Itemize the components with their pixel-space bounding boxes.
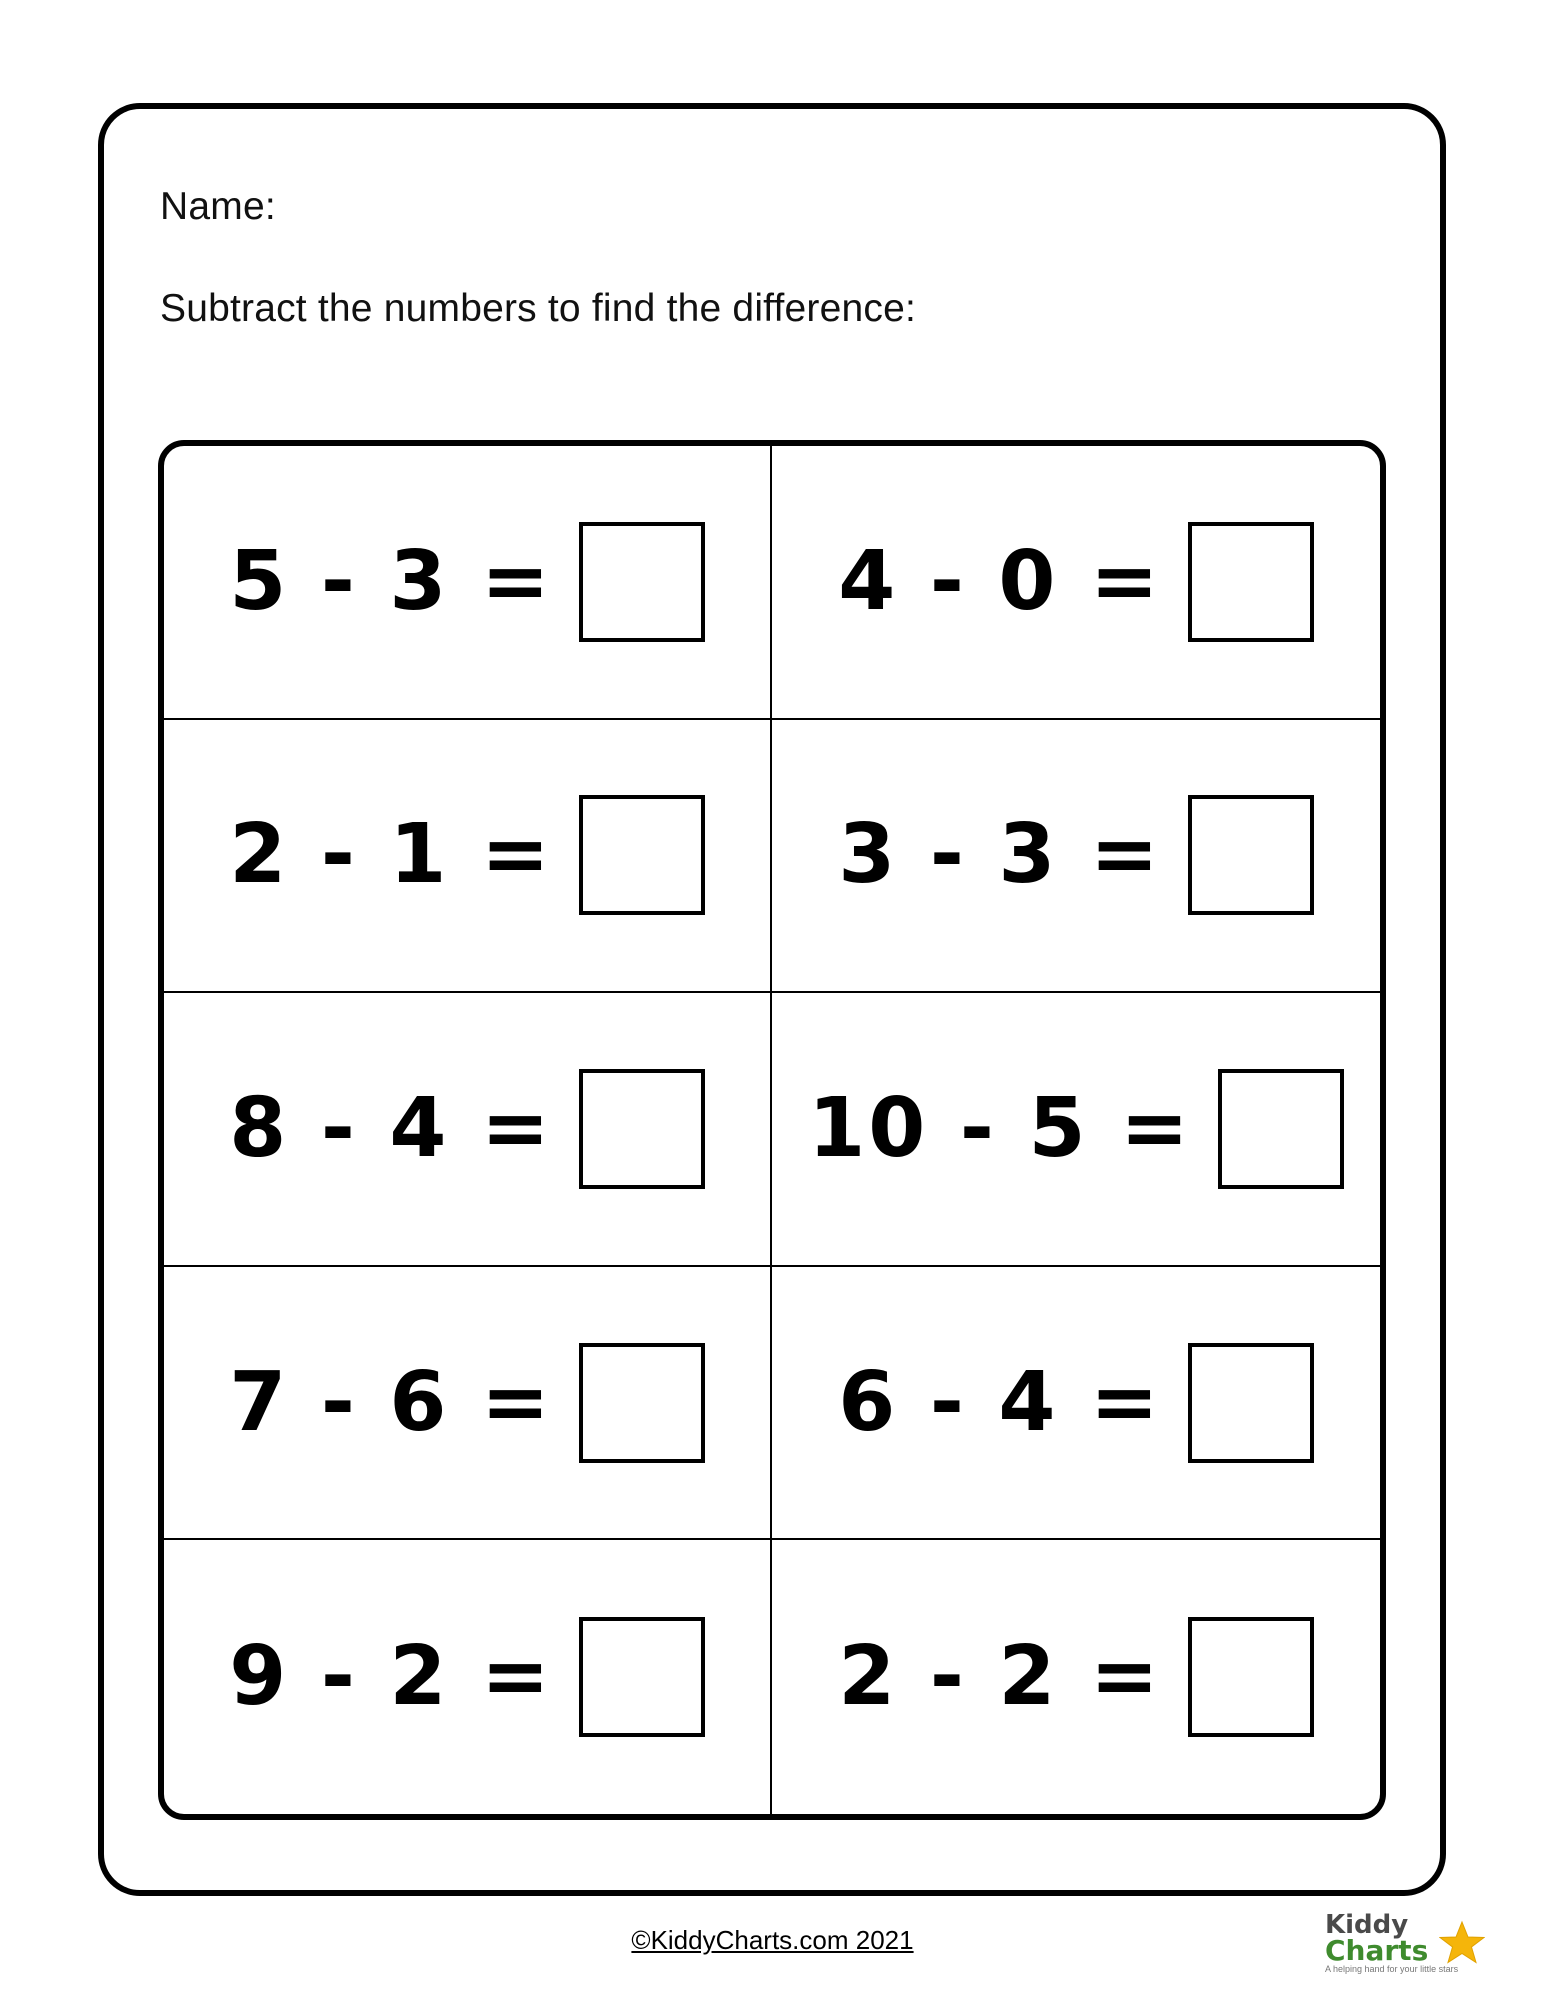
answer-box[interactable] — [579, 1343, 705, 1463]
answer-box[interactable] — [1188, 1343, 1314, 1463]
logo-line-kiddy: Kiddy — [1325, 1910, 1409, 1940]
problem-cell — [164, 720, 772, 994]
name-label: Name: — [160, 185, 276, 228]
problem-cell — [772, 1540, 1380, 1814]
problem-cell — [772, 720, 1380, 994]
problem-expression: 8 - 4 = — [229, 1080, 553, 1176]
footer-credit-text: ©KiddyCharts.com 2021 — [631, 1925, 914, 1955]
answer-box[interactable] — [1188, 522, 1314, 642]
answer-box[interactable] — [579, 522, 705, 642]
problem-cell — [164, 1267, 772, 1541]
kiddycharts-logo — [1317, 1908, 1487, 1980]
problem-expression: 10 - 5 = — [808, 1080, 1192, 1176]
answer-box[interactable] — [1218, 1069, 1344, 1189]
answer-box[interactable] — [579, 795, 705, 915]
problem-expression: 6 - 4 = — [838, 1354, 1162, 1450]
problem-expression: 3 - 3 = — [838, 807, 1162, 903]
footer-credit — [0, 1925, 1545, 1956]
problem-cell — [164, 446, 772, 720]
instructions-text: Subtract the numbers to find the difference: — [160, 287, 917, 330]
answer-box[interactable] — [1188, 1617, 1314, 1737]
answer-box[interactable] — [579, 1069, 705, 1189]
logo-tagline: A helping hand for your little stars — [1325, 1964, 1459, 1974]
logo-line-charts: Charts — [1325, 1934, 1429, 1967]
answer-box[interactable] — [1188, 795, 1314, 915]
star-icon — [1439, 1920, 1485, 1966]
problem-expression: 2 - 1 = — [229, 807, 553, 903]
problem-expression: 7 - 6 = — [229, 1354, 553, 1450]
problem-expression: 9 - 2 = — [229, 1629, 553, 1725]
problem-cell — [164, 1540, 772, 1814]
problem-cell — [772, 1267, 1380, 1541]
problem-cell — [772, 993, 1380, 1267]
problem-cell — [772, 446, 1380, 720]
problem-expression: 2 - 2 = — [838, 1629, 1162, 1725]
problem-expression: 4 - 0 = — [838, 533, 1162, 629]
problems-grid — [158, 440, 1386, 1820]
problem-expression: 5 - 3 = — [229, 533, 553, 629]
answer-box[interactable] — [579, 1617, 705, 1737]
problem-cell — [164, 993, 772, 1267]
